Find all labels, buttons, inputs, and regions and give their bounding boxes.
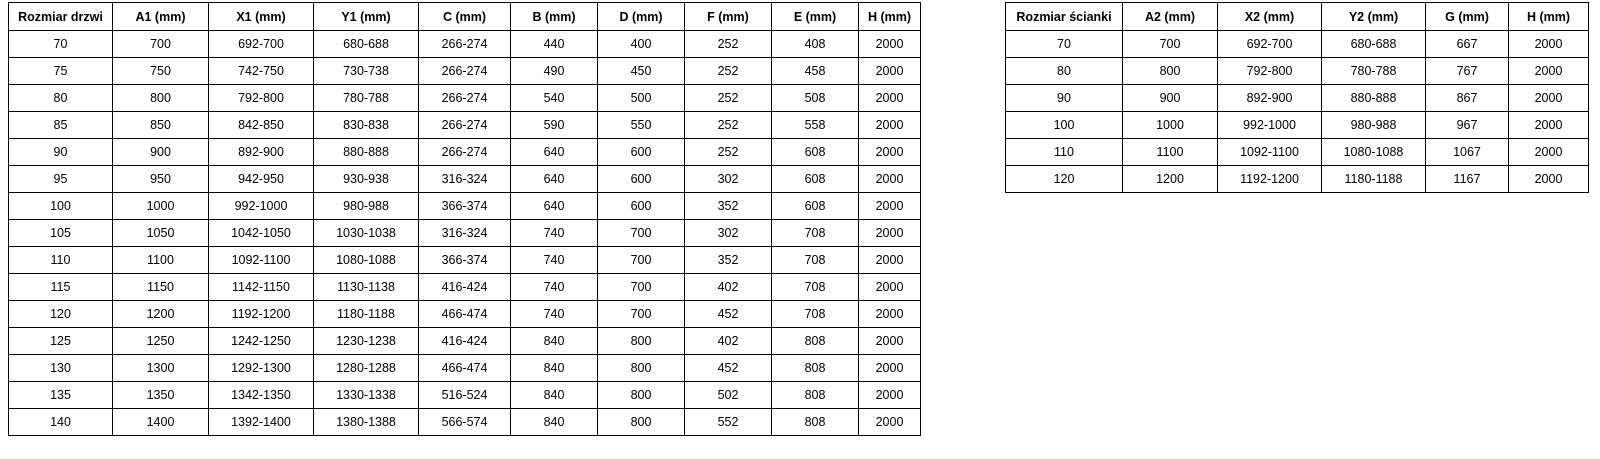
doors-value-cell: 730-738 bbox=[314, 58, 419, 85]
doors-value-cell: 1080-1088 bbox=[314, 247, 419, 274]
doors-size-cell: 110 bbox=[9, 247, 113, 274]
doors-value-cell: 840 bbox=[511, 328, 598, 355]
doors-value-cell: 880-888 bbox=[314, 139, 419, 166]
doors-value-cell: 1142-1150 bbox=[209, 274, 314, 301]
doors-value-cell: 800 bbox=[113, 85, 209, 112]
doors-column-header: D (mm) bbox=[598, 3, 685, 31]
doors-value-cell: 700 bbox=[598, 247, 685, 274]
doors-value-cell: 466-474 bbox=[419, 301, 511, 328]
doors-value-cell: 750 bbox=[113, 58, 209, 85]
doors-value-cell: 708 bbox=[772, 301, 859, 328]
doors-value-cell: 842-850 bbox=[209, 112, 314, 139]
doors-value-cell: 792-800 bbox=[209, 85, 314, 112]
walls-column-header: H (mm) bbox=[1509, 3, 1589, 31]
walls-value-cell: 880-888 bbox=[1322, 85, 1426, 112]
doors-column-header: Rozmiar drzwi bbox=[9, 3, 113, 31]
doors-value-cell: 808 bbox=[772, 328, 859, 355]
doors-value-cell: 800 bbox=[598, 382, 685, 409]
walls-value-cell: 700 bbox=[1123, 31, 1218, 58]
doors-size-cell: 90 bbox=[9, 139, 113, 166]
doors-value-cell: 800 bbox=[598, 409, 685, 436]
walls-size-cell: 120 bbox=[1006, 166, 1123, 193]
doors-value-cell: 1400 bbox=[113, 409, 209, 436]
doors-value-cell: 600 bbox=[598, 139, 685, 166]
doors-value-cell: 1030-1038 bbox=[314, 220, 419, 247]
doors-value-cell: 1150 bbox=[113, 274, 209, 301]
walls-value-cell: 1100 bbox=[1123, 139, 1218, 166]
doors-size-cell: 120 bbox=[9, 301, 113, 328]
walls-value-cell: 1092-1100 bbox=[1218, 139, 1322, 166]
doors-value-cell: 1050 bbox=[113, 220, 209, 247]
doors-value-cell: 440 bbox=[511, 31, 598, 58]
doors-size-cell: 95 bbox=[9, 166, 113, 193]
doors-value-cell: 808 bbox=[772, 382, 859, 409]
doors-value-cell: 708 bbox=[772, 247, 859, 274]
table-row bbox=[1006, 139, 1589, 166]
doors-value-cell: 700 bbox=[598, 301, 685, 328]
table-row bbox=[9, 139, 921, 166]
doors-value-cell: 2000 bbox=[859, 85, 921, 112]
doors-value-cell: 2000 bbox=[859, 355, 921, 382]
doors-value-cell: 840 bbox=[511, 355, 598, 382]
walls-value-cell: 900 bbox=[1123, 85, 1218, 112]
doors-value-cell: 840 bbox=[511, 382, 598, 409]
doors-size-cell: 75 bbox=[9, 58, 113, 85]
doors-value-cell: 2000 bbox=[859, 220, 921, 247]
doors-column-header: B (mm) bbox=[511, 3, 598, 31]
doors-value-cell: 252 bbox=[685, 85, 772, 112]
walls-value-cell: 1167 bbox=[1426, 166, 1509, 193]
table-row bbox=[9, 301, 921, 328]
doors-value-cell: 500 bbox=[598, 85, 685, 112]
doors-column-header: H (mm) bbox=[859, 3, 921, 31]
doors-size-cell: 85 bbox=[9, 112, 113, 139]
doors-value-cell: 466-474 bbox=[419, 355, 511, 382]
doors-value-cell: 502 bbox=[685, 382, 772, 409]
doors-value-cell: 1230-1238 bbox=[314, 328, 419, 355]
table-row bbox=[9, 220, 921, 247]
walls-value-cell: 2000 bbox=[1509, 31, 1589, 58]
doors-value-cell: 640 bbox=[511, 166, 598, 193]
walls-value-cell: 780-788 bbox=[1322, 58, 1426, 85]
walls-value-cell: 680-688 bbox=[1322, 31, 1426, 58]
doors-value-cell: 740 bbox=[511, 247, 598, 274]
walls-value-cell: 2000 bbox=[1509, 166, 1589, 193]
doors-value-cell: 1100 bbox=[113, 247, 209, 274]
walls-column-header: Y2 (mm) bbox=[1322, 3, 1426, 31]
doors-value-cell: 408 bbox=[772, 31, 859, 58]
doors-value-cell: 302 bbox=[685, 166, 772, 193]
doors-column-header: C (mm) bbox=[419, 3, 511, 31]
doors-value-cell: 2000 bbox=[859, 139, 921, 166]
table-row bbox=[9, 166, 921, 193]
walls-value-cell: 980-988 bbox=[1322, 112, 1426, 139]
table-row bbox=[9, 274, 921, 301]
doors-value-cell: 402 bbox=[685, 328, 772, 355]
doors-value-cell: 450 bbox=[598, 58, 685, 85]
doors-value-cell: 640 bbox=[511, 139, 598, 166]
doors-value-cell: 900 bbox=[113, 139, 209, 166]
doors-column-header: A1 (mm) bbox=[113, 3, 209, 31]
doors-value-cell: 1392-1400 bbox=[209, 409, 314, 436]
walls-value-cell: 992-1000 bbox=[1218, 112, 1322, 139]
walls-value-cell: 792-800 bbox=[1218, 58, 1322, 85]
walls-size-cell: 110 bbox=[1006, 139, 1123, 166]
doors-value-cell: 992-1000 bbox=[209, 193, 314, 220]
walls-value-cell: 1000 bbox=[1123, 112, 1218, 139]
table-row bbox=[9, 409, 921, 436]
doors-value-cell: 980-988 bbox=[314, 193, 419, 220]
table-row bbox=[9, 58, 921, 85]
table-row bbox=[9, 193, 921, 220]
doors-column-header: F (mm) bbox=[685, 3, 772, 31]
walls-value-cell: 1180-1188 bbox=[1322, 166, 1426, 193]
doors-value-cell: 416-424 bbox=[419, 328, 511, 355]
doors-table-head bbox=[9, 3, 921, 31]
walls-size-cell: 80 bbox=[1006, 58, 1123, 85]
doors-value-cell: 708 bbox=[772, 220, 859, 247]
walls-size-cell: 100 bbox=[1006, 112, 1123, 139]
doors-value-cell: 1242-1250 bbox=[209, 328, 314, 355]
doors-value-cell: 302 bbox=[685, 220, 772, 247]
doors-value-cell: 742-750 bbox=[209, 58, 314, 85]
doors-column-header: Y1 (mm) bbox=[314, 3, 419, 31]
walls-value-cell: 692-700 bbox=[1218, 31, 1322, 58]
doors-value-cell: 780-788 bbox=[314, 85, 419, 112]
doors-value-cell: 700 bbox=[113, 31, 209, 58]
doors-size-cell: 130 bbox=[9, 355, 113, 382]
doors-value-cell: 608 bbox=[772, 139, 859, 166]
doors-value-cell: 352 bbox=[685, 247, 772, 274]
table-row bbox=[1006, 166, 1589, 193]
doors-value-cell: 266-274 bbox=[419, 58, 511, 85]
table-row bbox=[9, 31, 921, 58]
walls-dimensions-table-container bbox=[1005, 2, 1589, 193]
doors-size-cell: 135 bbox=[9, 382, 113, 409]
doors-value-cell: 600 bbox=[598, 166, 685, 193]
doors-value-cell: 930-938 bbox=[314, 166, 419, 193]
doors-value-cell: 2000 bbox=[859, 166, 921, 193]
walls-value-cell: 767 bbox=[1426, 58, 1509, 85]
doors-size-cell: 105 bbox=[9, 220, 113, 247]
doors-value-cell: 2000 bbox=[859, 247, 921, 274]
doors-value-cell: 1300 bbox=[113, 355, 209, 382]
walls-column-header: G (mm) bbox=[1426, 3, 1509, 31]
doors-size-cell: 80 bbox=[9, 85, 113, 112]
doors-value-cell: 608 bbox=[772, 193, 859, 220]
doors-value-cell: 400 bbox=[598, 31, 685, 58]
walls-size-cell: 70 bbox=[1006, 31, 1123, 58]
walls-value-cell: 1080-1088 bbox=[1322, 139, 1426, 166]
doors-value-cell: 800 bbox=[598, 355, 685, 382]
doors-value-cell: 2000 bbox=[859, 193, 921, 220]
doors-value-cell: 452 bbox=[685, 355, 772, 382]
doors-value-cell: 2000 bbox=[859, 409, 921, 436]
walls-table-header-row bbox=[1006, 3, 1589, 31]
doors-value-cell: 1200 bbox=[113, 301, 209, 328]
doors-value-cell: 1330-1338 bbox=[314, 382, 419, 409]
doors-value-cell: 942-950 bbox=[209, 166, 314, 193]
doors-value-cell: 252 bbox=[685, 112, 772, 139]
table-row bbox=[1006, 58, 1589, 85]
doors-value-cell: 1092-1100 bbox=[209, 247, 314, 274]
doors-value-cell: 266-274 bbox=[419, 85, 511, 112]
doors-size-cell: 115 bbox=[9, 274, 113, 301]
walls-table-body bbox=[1006, 31, 1589, 193]
doors-value-cell: 316-324 bbox=[419, 166, 511, 193]
doors-value-cell: 700 bbox=[598, 220, 685, 247]
doors-value-cell: 1292-1300 bbox=[209, 355, 314, 382]
table-row bbox=[9, 355, 921, 382]
doors-value-cell: 840 bbox=[511, 409, 598, 436]
doors-value-cell: 1180-1188 bbox=[314, 301, 419, 328]
doors-value-cell: 740 bbox=[511, 301, 598, 328]
doors-value-cell: 892-900 bbox=[209, 139, 314, 166]
doors-value-cell: 558 bbox=[772, 112, 859, 139]
doors-value-cell: 252 bbox=[685, 58, 772, 85]
doors-value-cell: 1042-1050 bbox=[209, 220, 314, 247]
walls-column-header: Rozmiar ścianki bbox=[1006, 3, 1123, 31]
doors-size-cell: 125 bbox=[9, 328, 113, 355]
doors-value-cell: 566-574 bbox=[419, 409, 511, 436]
doors-value-cell: 2000 bbox=[859, 112, 921, 139]
doors-column-header: E (mm) bbox=[772, 3, 859, 31]
table-row bbox=[1006, 112, 1589, 139]
doors-value-cell: 316-324 bbox=[419, 220, 511, 247]
doors-value-cell: 352 bbox=[685, 193, 772, 220]
walls-size-cell: 90 bbox=[1006, 85, 1123, 112]
doors-value-cell: 540 bbox=[511, 85, 598, 112]
walls-value-cell: 1200 bbox=[1123, 166, 1218, 193]
walls-value-cell: 2000 bbox=[1509, 139, 1589, 166]
walls-value-cell: 1192-1200 bbox=[1218, 166, 1322, 193]
doors-value-cell: 2000 bbox=[859, 274, 921, 301]
doors-value-cell: 700 bbox=[598, 274, 685, 301]
doors-value-cell: 508 bbox=[772, 85, 859, 112]
doors-value-cell: 2000 bbox=[859, 58, 921, 85]
doors-value-cell: 402 bbox=[685, 274, 772, 301]
doors-column-header: X1 (mm) bbox=[209, 3, 314, 31]
walls-value-cell: 967 bbox=[1426, 112, 1509, 139]
walls-value-cell: 2000 bbox=[1509, 85, 1589, 112]
doors-value-cell: 680-688 bbox=[314, 31, 419, 58]
walls-column-header: A2 (mm) bbox=[1123, 3, 1218, 31]
doors-value-cell: 1380-1388 bbox=[314, 409, 419, 436]
doors-value-cell: 830-838 bbox=[314, 112, 419, 139]
doors-value-cell: 252 bbox=[685, 139, 772, 166]
doors-value-cell: 366-374 bbox=[419, 193, 511, 220]
doors-value-cell: 800 bbox=[598, 328, 685, 355]
doors-value-cell: 458 bbox=[772, 58, 859, 85]
doors-value-cell: 2000 bbox=[859, 382, 921, 409]
doors-value-cell: 516-524 bbox=[419, 382, 511, 409]
doors-value-cell: 266-274 bbox=[419, 139, 511, 166]
doors-value-cell: 1130-1138 bbox=[314, 274, 419, 301]
walls-table-head bbox=[1006, 3, 1589, 31]
doors-value-cell: 600 bbox=[598, 193, 685, 220]
walls-column-header: X2 (mm) bbox=[1218, 3, 1322, 31]
doors-value-cell: 552 bbox=[685, 409, 772, 436]
table-row bbox=[9, 112, 921, 139]
doors-value-cell: 1342-1350 bbox=[209, 382, 314, 409]
doors-value-cell: 1350 bbox=[113, 382, 209, 409]
doors-value-cell: 366-374 bbox=[419, 247, 511, 274]
doors-value-cell: 1280-1288 bbox=[314, 355, 419, 382]
walls-value-cell: 667 bbox=[1426, 31, 1509, 58]
walls-value-cell: 2000 bbox=[1509, 112, 1589, 139]
doors-value-cell: 452 bbox=[685, 301, 772, 328]
doors-value-cell: 640 bbox=[511, 193, 598, 220]
doors-value-cell: 740 bbox=[511, 274, 598, 301]
walls-value-cell: 867 bbox=[1426, 85, 1509, 112]
walls-value-cell: 1067 bbox=[1426, 139, 1509, 166]
doors-size-cell: 70 bbox=[9, 31, 113, 58]
doors-value-cell: 2000 bbox=[859, 328, 921, 355]
doors-table-body bbox=[9, 31, 921, 436]
doors-value-cell: 1250 bbox=[113, 328, 209, 355]
doors-value-cell: 550 bbox=[598, 112, 685, 139]
doors-value-cell: 2000 bbox=[859, 31, 921, 58]
doors-value-cell: 266-274 bbox=[419, 31, 511, 58]
doors-value-cell: 692-700 bbox=[209, 31, 314, 58]
doors-value-cell: 252 bbox=[685, 31, 772, 58]
doors-value-cell: 950 bbox=[113, 166, 209, 193]
walls-value-cell: 892-900 bbox=[1218, 85, 1322, 112]
table-row bbox=[9, 382, 921, 409]
doors-value-cell: 1192-1200 bbox=[209, 301, 314, 328]
walls-value-cell: 2000 bbox=[1509, 58, 1589, 85]
table-row bbox=[9, 247, 921, 274]
doors-value-cell: 1000 bbox=[113, 193, 209, 220]
doors-dimensions-table bbox=[8, 2, 921, 436]
doors-table-header-row bbox=[9, 3, 921, 31]
walls-value-cell: 800 bbox=[1123, 58, 1218, 85]
doors-value-cell: 708 bbox=[772, 274, 859, 301]
doors-value-cell: 608 bbox=[772, 166, 859, 193]
doors-value-cell: 590 bbox=[511, 112, 598, 139]
doors-value-cell: 850 bbox=[113, 112, 209, 139]
table-row bbox=[1006, 31, 1589, 58]
doors-value-cell: 416-424 bbox=[419, 274, 511, 301]
walls-dimensions-table bbox=[1005, 2, 1589, 193]
doors-value-cell: 740 bbox=[511, 220, 598, 247]
doors-value-cell: 808 bbox=[772, 409, 859, 436]
table-row bbox=[9, 85, 921, 112]
doors-value-cell: 490 bbox=[511, 58, 598, 85]
doors-value-cell: 2000 bbox=[859, 301, 921, 328]
doors-size-cell: 140 bbox=[9, 409, 113, 436]
doors-dimensions-table-container bbox=[8, 2, 921, 436]
table-row bbox=[1006, 85, 1589, 112]
doors-size-cell: 100 bbox=[9, 193, 113, 220]
table-row bbox=[9, 328, 921, 355]
doors-value-cell: 808 bbox=[772, 355, 859, 382]
doors-value-cell: 266-274 bbox=[419, 112, 511, 139]
